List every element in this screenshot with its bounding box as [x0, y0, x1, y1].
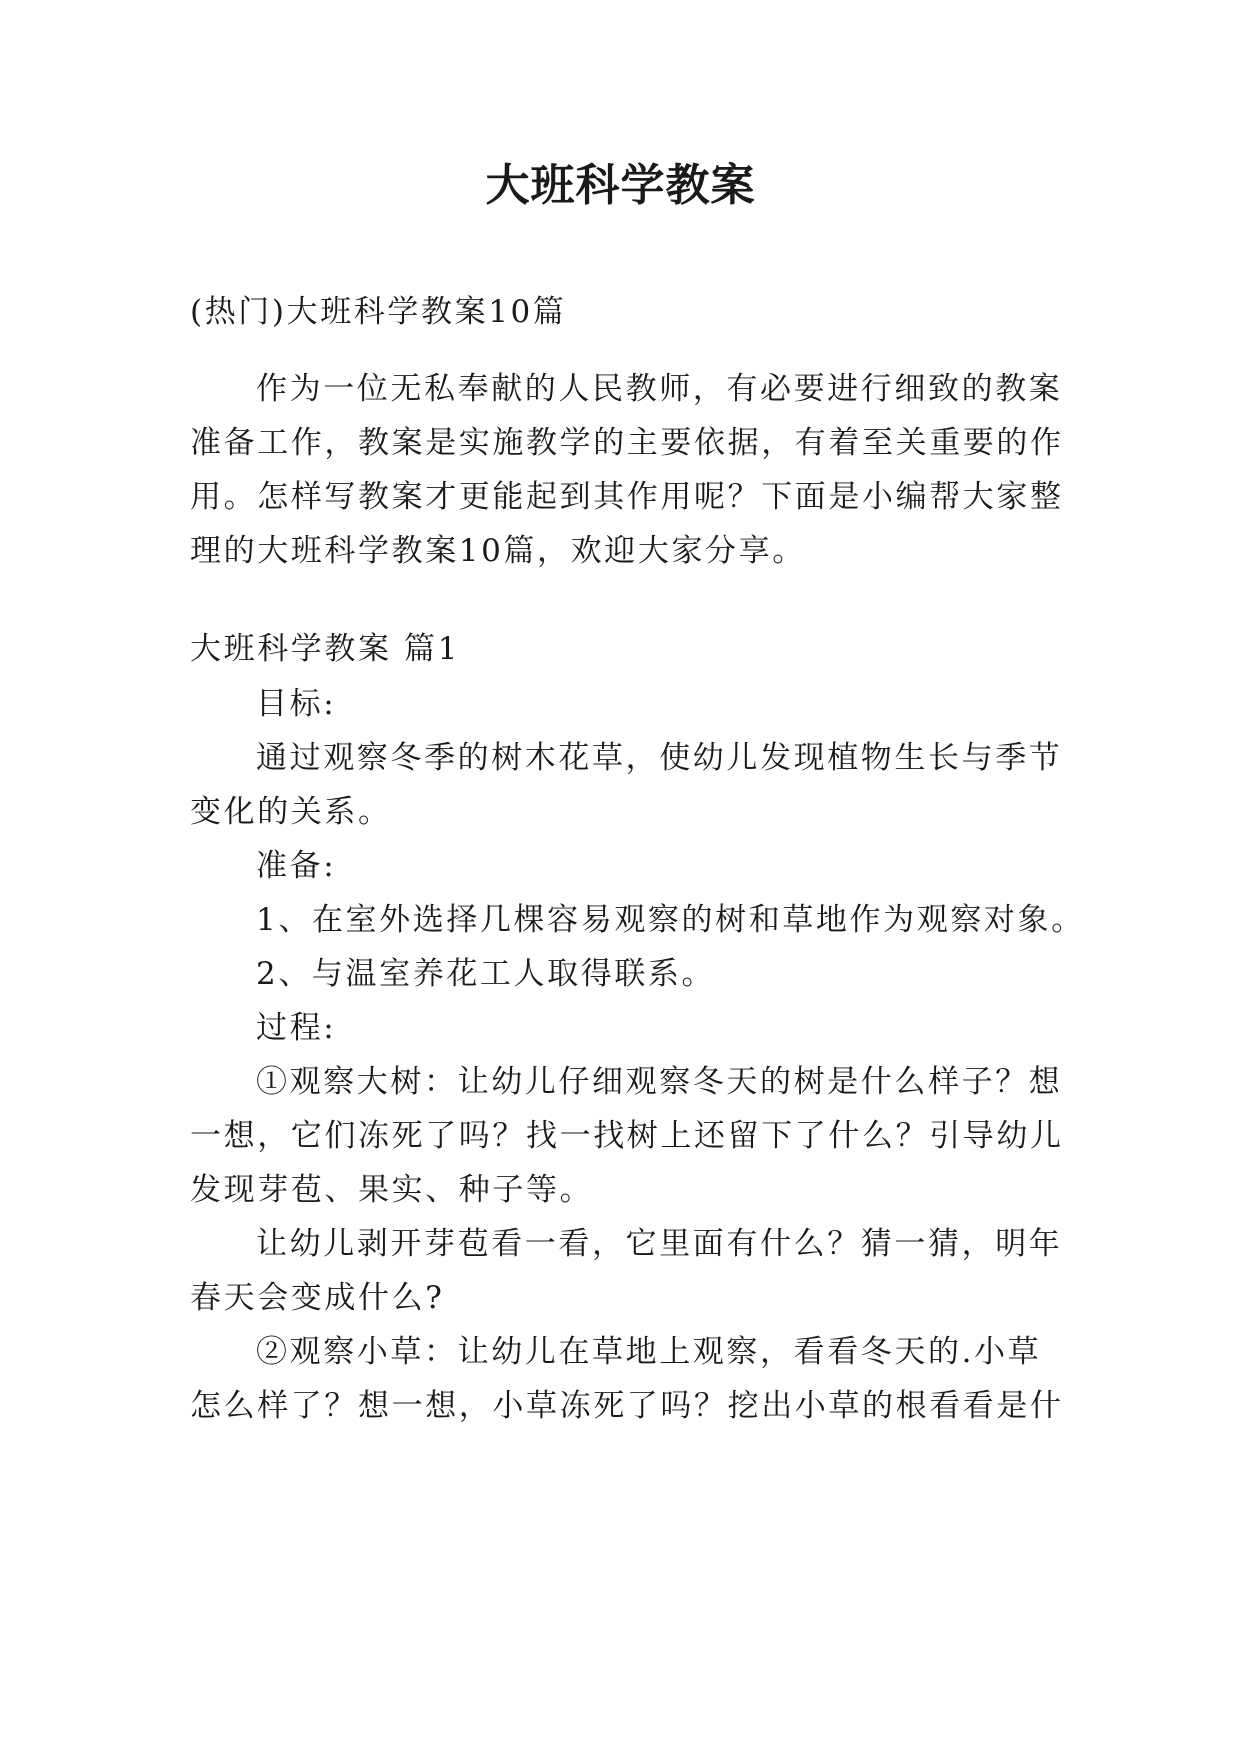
body-line: 一想，它们冻死了吗？找一找树上还留下了什么？引导幼儿: [190, 1118, 1064, 1154]
body-line: ②观察小草：让幼儿在草地上观察，看看冬天的.小草: [256, 1334, 1042, 1370]
intro-line: 用。怎样写教案才更能起到其作用呢？下面是小编帮大家整: [190, 479, 1064, 515]
section-heading: 大班科学教案 篇1: [190, 631, 460, 667]
intro-line: 作为一位无私奉献的人民教师，有必要进行细致的教案: [256, 371, 1063, 407]
body-line: 春天会变成什么?: [190, 1280, 445, 1316]
body-line: 1、在室外选择几棵容易观察的树和草地作为观察对象。: [256, 902, 1085, 938]
body-line: 目标:: [256, 686, 337, 722]
body-line: 通过观察冬季的树木花草，使幼儿发现植物生长与季节: [256, 740, 1063, 776]
body-line: 怎么样了？想一想，小草冻死了吗？挖出小草的根看看是什: [190, 1388, 1064, 1424]
body-line: 发现芽苞、果实、种子等。: [190, 1172, 594, 1208]
document-title: 大班科学教案: [485, 160, 756, 211]
intro-line: 准备工作，教案是实施教学的主要依据，有着至关重要的作: [190, 425, 1064, 461]
body-line: 让幼儿剥开芽苞看一看，它里面有什么？猜一猜，明年: [256, 1226, 1063, 1262]
body-line: 2、与温室养花工人取得联系。: [256, 956, 716, 992]
body-line: 变化的关系。: [190, 794, 392, 830]
intro-line: 理的大班科学教案10篇，欢迎大家分享。: [190, 533, 806, 569]
body-line: 准备:: [256, 848, 337, 884]
body-line: 过程:: [256, 1010, 337, 1046]
document-subtitle: (热门)大班科学教案10篇: [190, 294, 567, 330]
body-line: ①观察大树：让幼儿仔细观察冬天的树是什么样子？想: [256, 1064, 1063, 1100]
